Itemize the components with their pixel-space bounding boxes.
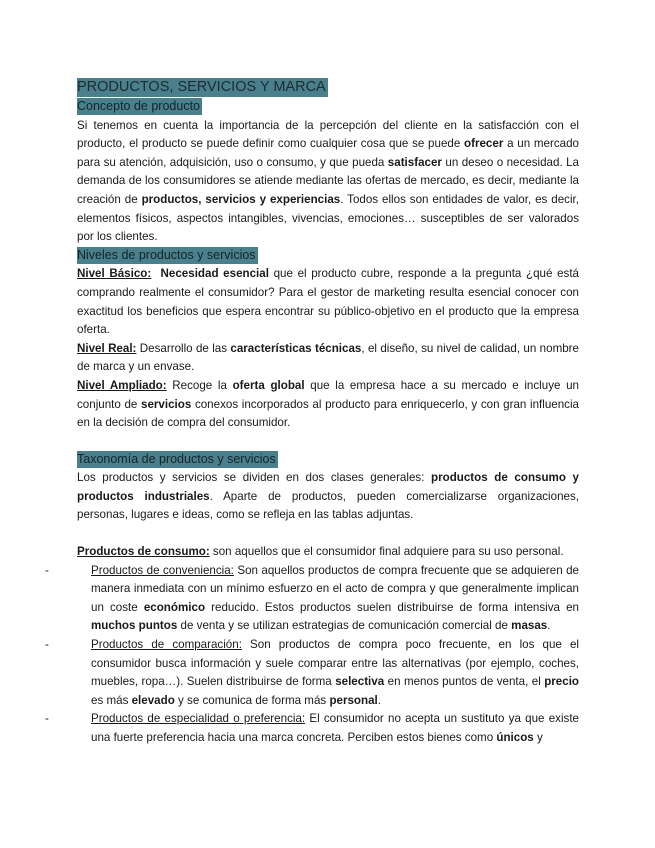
paragraph-nivel-basico: Nivel Básico: Necesidad esencial que el producto cubre, responde a la pregunta ¿qué está comprando realmente el consumidor? Para el gestor de marketing resulta esencial conocer con exactitud los beneficios que espera encontrar su público-objetivo en el producto que la empresa oferta. xyxy=(77,267,579,337)
spacer xyxy=(77,433,579,451)
paragraph-nivel-real: Nivel Real: Desarrollo de las características técnicas, el diseño, su nivel de calidad, un nombre de marca y un envase. xyxy=(77,341,579,374)
list-item-especialidad: - Productos de especialidad o preferencia: El consumidor no acepta un sustituto ya que existe una fuerte preferencia hacia una marca concreta. Perciben estos bienes como únicos y xyxy=(45,712,579,744)
dash-bullet: - xyxy=(45,563,49,577)
consumo-list xyxy=(45,562,579,748)
heading-taxonomia: Taxonomía de productos y servicios xyxy=(77,451,276,466)
list-item-comparacion: - Productos de comparación: Son productos de compra poco frecuente, en los que el consumidor busca información y suele comparar entre las alternativas (por ejemplo, coches, muebles, ropa…). Suelen distribuirse de forma selectiva en menos puntos de venta, el precio es más elevado y se comunica de forma más personal. xyxy=(45,638,579,707)
spacer xyxy=(77,525,579,543)
paragraph-taxonomia: Los productos y servicios se dividen en dos clases generales: productos de consumo y productos industriales. Aparte de productos, pueden comercializarse organizaciones, personas, lugares e ideas, como se refleja en las tablas adjuntas. xyxy=(77,471,579,522)
dash-bullet: - xyxy=(45,638,49,652)
document-body xyxy=(45,78,579,748)
dash-bullet: - xyxy=(45,712,49,726)
document-title: PRODUCTOS, SERVICIOS Y MARCA xyxy=(77,79,326,95)
paragraph-nivel-ampliado: Nivel Ampliado: Recoge la oferta global que la empresa hace a su mercado e incluye un conjunto de servicios conexos incorporados al producto para enriquecerlo, y con gran influencia en la decisión de compra del consumidor. xyxy=(77,378,579,430)
paragraph-concepto: Si tenemos en cuenta la importancia de la percepción del cliente en la satisfacción con el producto, el producto se puede definir como cualquier cosa que se puede ofrecer a un mercado para su atención, adquisición, uso o consumo, y que pueda satisfacer un deseo o necesidad. La demanda de los consumidores se atiende mediante las ofertas de mercado, es decir, mediante la creación de productos, servicios y experiencias. Todos ellos son entidades de valor, es decir, elementos físicos, aspectos intangibles, vivencias, emociones… susceptibles de ser valorados por los clientes. xyxy=(77,118,579,244)
list-item-conveniencia: - Productos de conveniencia: Son aquellos productos de compra frecuente que se adquieren de manera inmediata con un mínimo esfuerzo en el acto de compra y que generalmente implican un coste económico reducido. Estos productos suelen distribuirse de forma intensiva en muchos puntos de venta y se utilizan estrategias de comunicación comercial de masas. xyxy=(45,563,579,633)
paragraph-productos-consumo: Productos de consumo: son aquellos que el consumidor final adquiere para su uso personal. xyxy=(77,545,564,559)
heading-niveles: Niveles de productos y servicios xyxy=(77,247,256,262)
heading-concepto: Concepto de producto xyxy=(77,99,201,113)
